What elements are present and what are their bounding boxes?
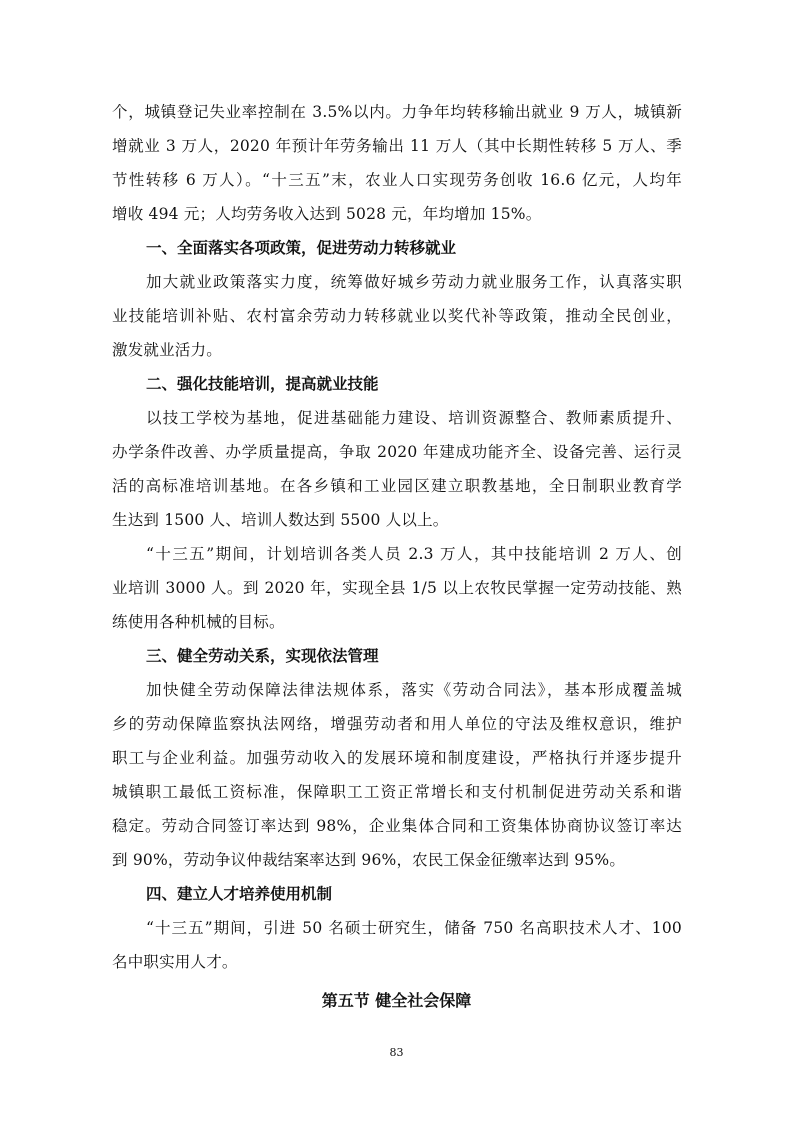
paragraph-line: 个，城镇登记失业率控制在 3.5%以内。力争年均转移输出就业 9 万人，城镇新 (112, 103, 682, 121)
paragraph-line: 节性转移 6 万人）。“十三五”末，农业人口实现劳务创收 16.6 亿元，人均年 (112, 171, 682, 189)
paragraph-line: 到 90%，劳动争议仲裁结案率达到 96%，农民工保金征缴率达到 95%。 (112, 851, 626, 869)
paragraph-line: “十三五”期间，引进 50 名硕士研究生，储备 750 名高职技术人才、100 (146, 919, 682, 937)
paragraph-line: 稳定。劳动合同签订率达到 98%，企业集体合同和工资集体协商协议签订率达 (112, 817, 682, 835)
paragraph-line: 业培训 3000 人。到 2020 年，实现全县 1/5 以上农牧民掌握一定劳动技能、熟 (112, 579, 682, 597)
section-title: 第五节 健全社会保障 (321, 991, 472, 1010)
section-heading-3: 三、健全劳动关系，实现依法管理 (146, 647, 379, 665)
paragraph-line: 加大就业政策落实力度，统筹做好城乡劳动力就业服务工作，认真落实职 (146, 273, 682, 291)
paragraph-line: 乡的劳动保障监察执法网络，增强劳动者和用人单位的守法及维权意识，维护 (112, 715, 682, 733)
paragraph-line: 加快健全劳动保障法律法规体系，落实《劳动合同法》，基本形成覆盖城 (146, 681, 682, 699)
paragraph-line: 职工与企业利益。加强劳动收入的发展环境和制度建设，严格执行并逐步提升 (112, 749, 682, 767)
paragraph-line: 办学条件改善、办学质量提高，争取 2020 年建成功能齐全、设备完善、运行灵 (112, 443, 682, 461)
paragraph-line: 活的高标准培训基地。在各乡镇和工业园区建立职教基地，全日制职业教育学 (112, 477, 682, 495)
paragraph-line: 以技工学校为基地，促进基础能力建设、培训资源整合、教师素质提升、 (146, 409, 682, 427)
paragraph-line: 名中职实用人才。 (112, 953, 238, 971)
paragraph-line: 业技能培训补贴、农村富余劳动力转移就业以奖代补等政策，推动全民创业， (112, 307, 682, 325)
section-heading-1: 一、全面落实各项政策，促进劳动力转移就业 (146, 239, 457, 257)
paragraph-line: 城镇职工最低工资标准，保障职工工资正常增长和支付机制促进劳动关系和谐 (112, 783, 682, 801)
paragraph-line: 增收 494 元；人均劳务收入达到 5028 元，年均增加 15%。 (112, 205, 542, 223)
page-number: 83 (389, 1046, 404, 1059)
paragraph-line: 生达到 1500 人、培训人数达到 5500 人以上。 (112, 511, 449, 529)
section-heading-4: 四、建立人才培养使用机制 (146, 885, 333, 903)
section-heading-2: 二、强化技能培训，提高就业技能 (146, 375, 379, 393)
paragraph-line: 增就业 3 万人，2020 年预计年劳务输出 11 万人（其中长期性转移 5 万人、季 (112, 137, 682, 155)
paragraph-line: 激发就业活力。 (112, 341, 222, 359)
paragraph-line: “十三五”期间，计划培训各类人员 2.3 万人，其中技能培训 2 万人、创 (146, 545, 682, 563)
paragraph-line: 练使用各种机械的目标。 (112, 613, 285, 631)
